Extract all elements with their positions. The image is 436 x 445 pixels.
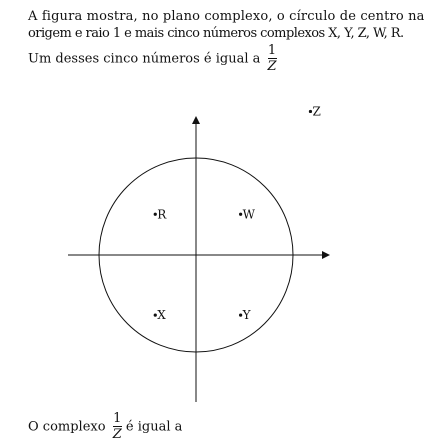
points-layer (154, 104, 321, 322)
statement-text: Um desses cinco números é igual a (28, 51, 261, 67)
statement-fraction-denominator: Z (267, 59, 277, 74)
statement-fraction-numerator: 1 (267, 43, 277, 58)
question-fraction-numerator: 1 (113, 411, 122, 426)
intro-line-2: origem e raio 1 e mais cinco números complexos X, Y, Z, W, R. (28, 26, 404, 41)
question-fraction (113, 412, 122, 442)
point-x-label: X (157, 308, 166, 323)
point-z-label: Z (312, 104, 321, 119)
question-suffix: é igual a (125, 419, 183, 435)
question-fraction-denominator: Z (112, 427, 122, 442)
point-y-label: Y (242, 308, 251, 323)
question-prefix: O complexo (28, 419, 106, 435)
intro-line-1: A figura mostra, no plano complexo, o círculo de centro na (28, 9, 425, 24)
question (28, 412, 182, 442)
point-r-label: R (157, 207, 167, 222)
point-w-label: W (242, 207, 255, 222)
